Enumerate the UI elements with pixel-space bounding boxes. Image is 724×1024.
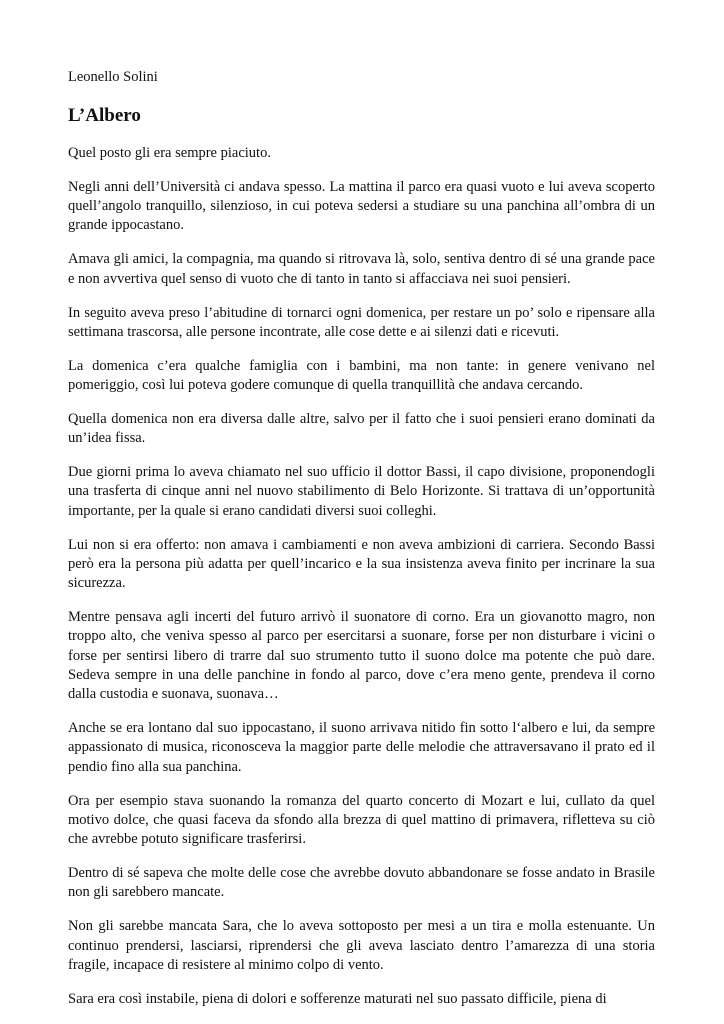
- paragraph-4: In seguito aveva preso l’abitudine di tornarci ogni domenica, per restare un po’ solo e ripensare alla settimana trascorsa, alle persone incontrate, alle cose dette e ai silenzi dati e ricevuti.: [68, 304, 655, 340]
- paragraph-3: Amava gli amici, la compagnia, ma quando si ritrovava là, solo, sentiva dentro di sé una grande pace e non avvertiva quel senso di vuoto che di tanto in tanto si affacciava nei suoi pensieri.: [68, 251, 655, 287]
- document-body: [68, 68, 655, 1024]
- paragraph-7: Due giorni prima lo aveva chiamato nel suo ufficio il dottor Bassi, il capo divisione, proponendogli una trasferta di cinque anni nel nuovo stabilimento di Belo Horizonte. Si trattava di un’opportunità importante, per la quale si erano candidati diversi suoi colleghi.: [68, 464, 655, 519]
- paragraph-13: Non gli sarebbe mancata Sara, che lo aveva sottoposto per mesi a un tira e molla estenuante. Un continuo prendersi, lasciarsi, riprendersi che gli aveva lasciato dentro l’amarezza di una storia fragile, incapace di resistere al minimo colpo di vento.: [68, 918, 655, 973]
- paragraph-11: Ora per esempio stava suonando la romanza del quarto concerto di Mozart e lui, cullato da quel motivo dolce, che quasi faceva da sfondo alla brezza di quel mattino di primavera, rifletteva su ciò che avrebbe potuto significare trasferirsi.: [68, 792, 655, 848]
- paragraph-6: Quella domenica non era diversa dalle altre, salvo per il fatto che i suoi pensieri erano dominati da un’idea fissa.: [68, 410, 655, 447]
- paragraph-2: Negli anni dell’Università ci andava spesso. La mattina il parco era quasi vuoto e lui aveva scoperto quell’angolo tranquillo, silenzioso, in cui poteva sedersi a studiare su una panchina all’ombra di un grande ippocastano.: [68, 178, 655, 234]
- paragraph-1: Quel posto gli era sempre piaciuto.: [68, 145, 271, 161]
- paragraph-14: Sara era così instabile, piena di dolori e sofferenze maturati nel suo passato difficile, piena di: [68, 990, 607, 1007]
- paragraph-8: Lui non si era offerto: non amava i cambiamenti e non aveva ambizioni di carriera. Secondo Bassi però era la persona più adatta per quell’incarico e la sua insistenza aveva finito per incrinare la sua sicurezza.: [68, 536, 655, 592]
- paragraph-10: Anche se era lontano dal suo ippocastano, il suono arrivava nitido fin sotto l‘albero e lui, da sempre appassionato di musica, riconosceva la maggior parte delle melodie che attraversavano il prato ed il pendio fino alla sua panchina.: [68, 720, 655, 775]
- paragraph-9: Mentre pensava agli incerti del futuro arrivò il suonatore di corno. Era un giovanotto magro, non troppo alto, che veniva spesso al parco per esercitarsi a suonare, forse per non disturbare i vicini o forse per sentirsi libero di trarre dal suo strumento tutto il suono dolce ma potente che può dare. Sedeva sempre in una delle panchine in fondo al parco, dove c’era meno gente, prendeva il corno dalla custodia e suonava, suonava…: [68, 609, 655, 703]
- author-name: Leonello Solini: [68, 69, 158, 85]
- paragraph-12: Dentro di sé sapeva che molte delle cose che avrebbe dovuto abbandonare se fosse andato in Brasile non gli sarebbero mancate.: [68, 865, 655, 901]
- paragraph-5: La domenica c’era qualche famiglia con i bambini, ma non tante: in genere venivano nel pomeriggio, così lui poteva godere comunque di quella tranquillità che andava cercando.: [68, 357, 655, 394]
- story-title: L’Albero: [68, 105, 141, 126]
